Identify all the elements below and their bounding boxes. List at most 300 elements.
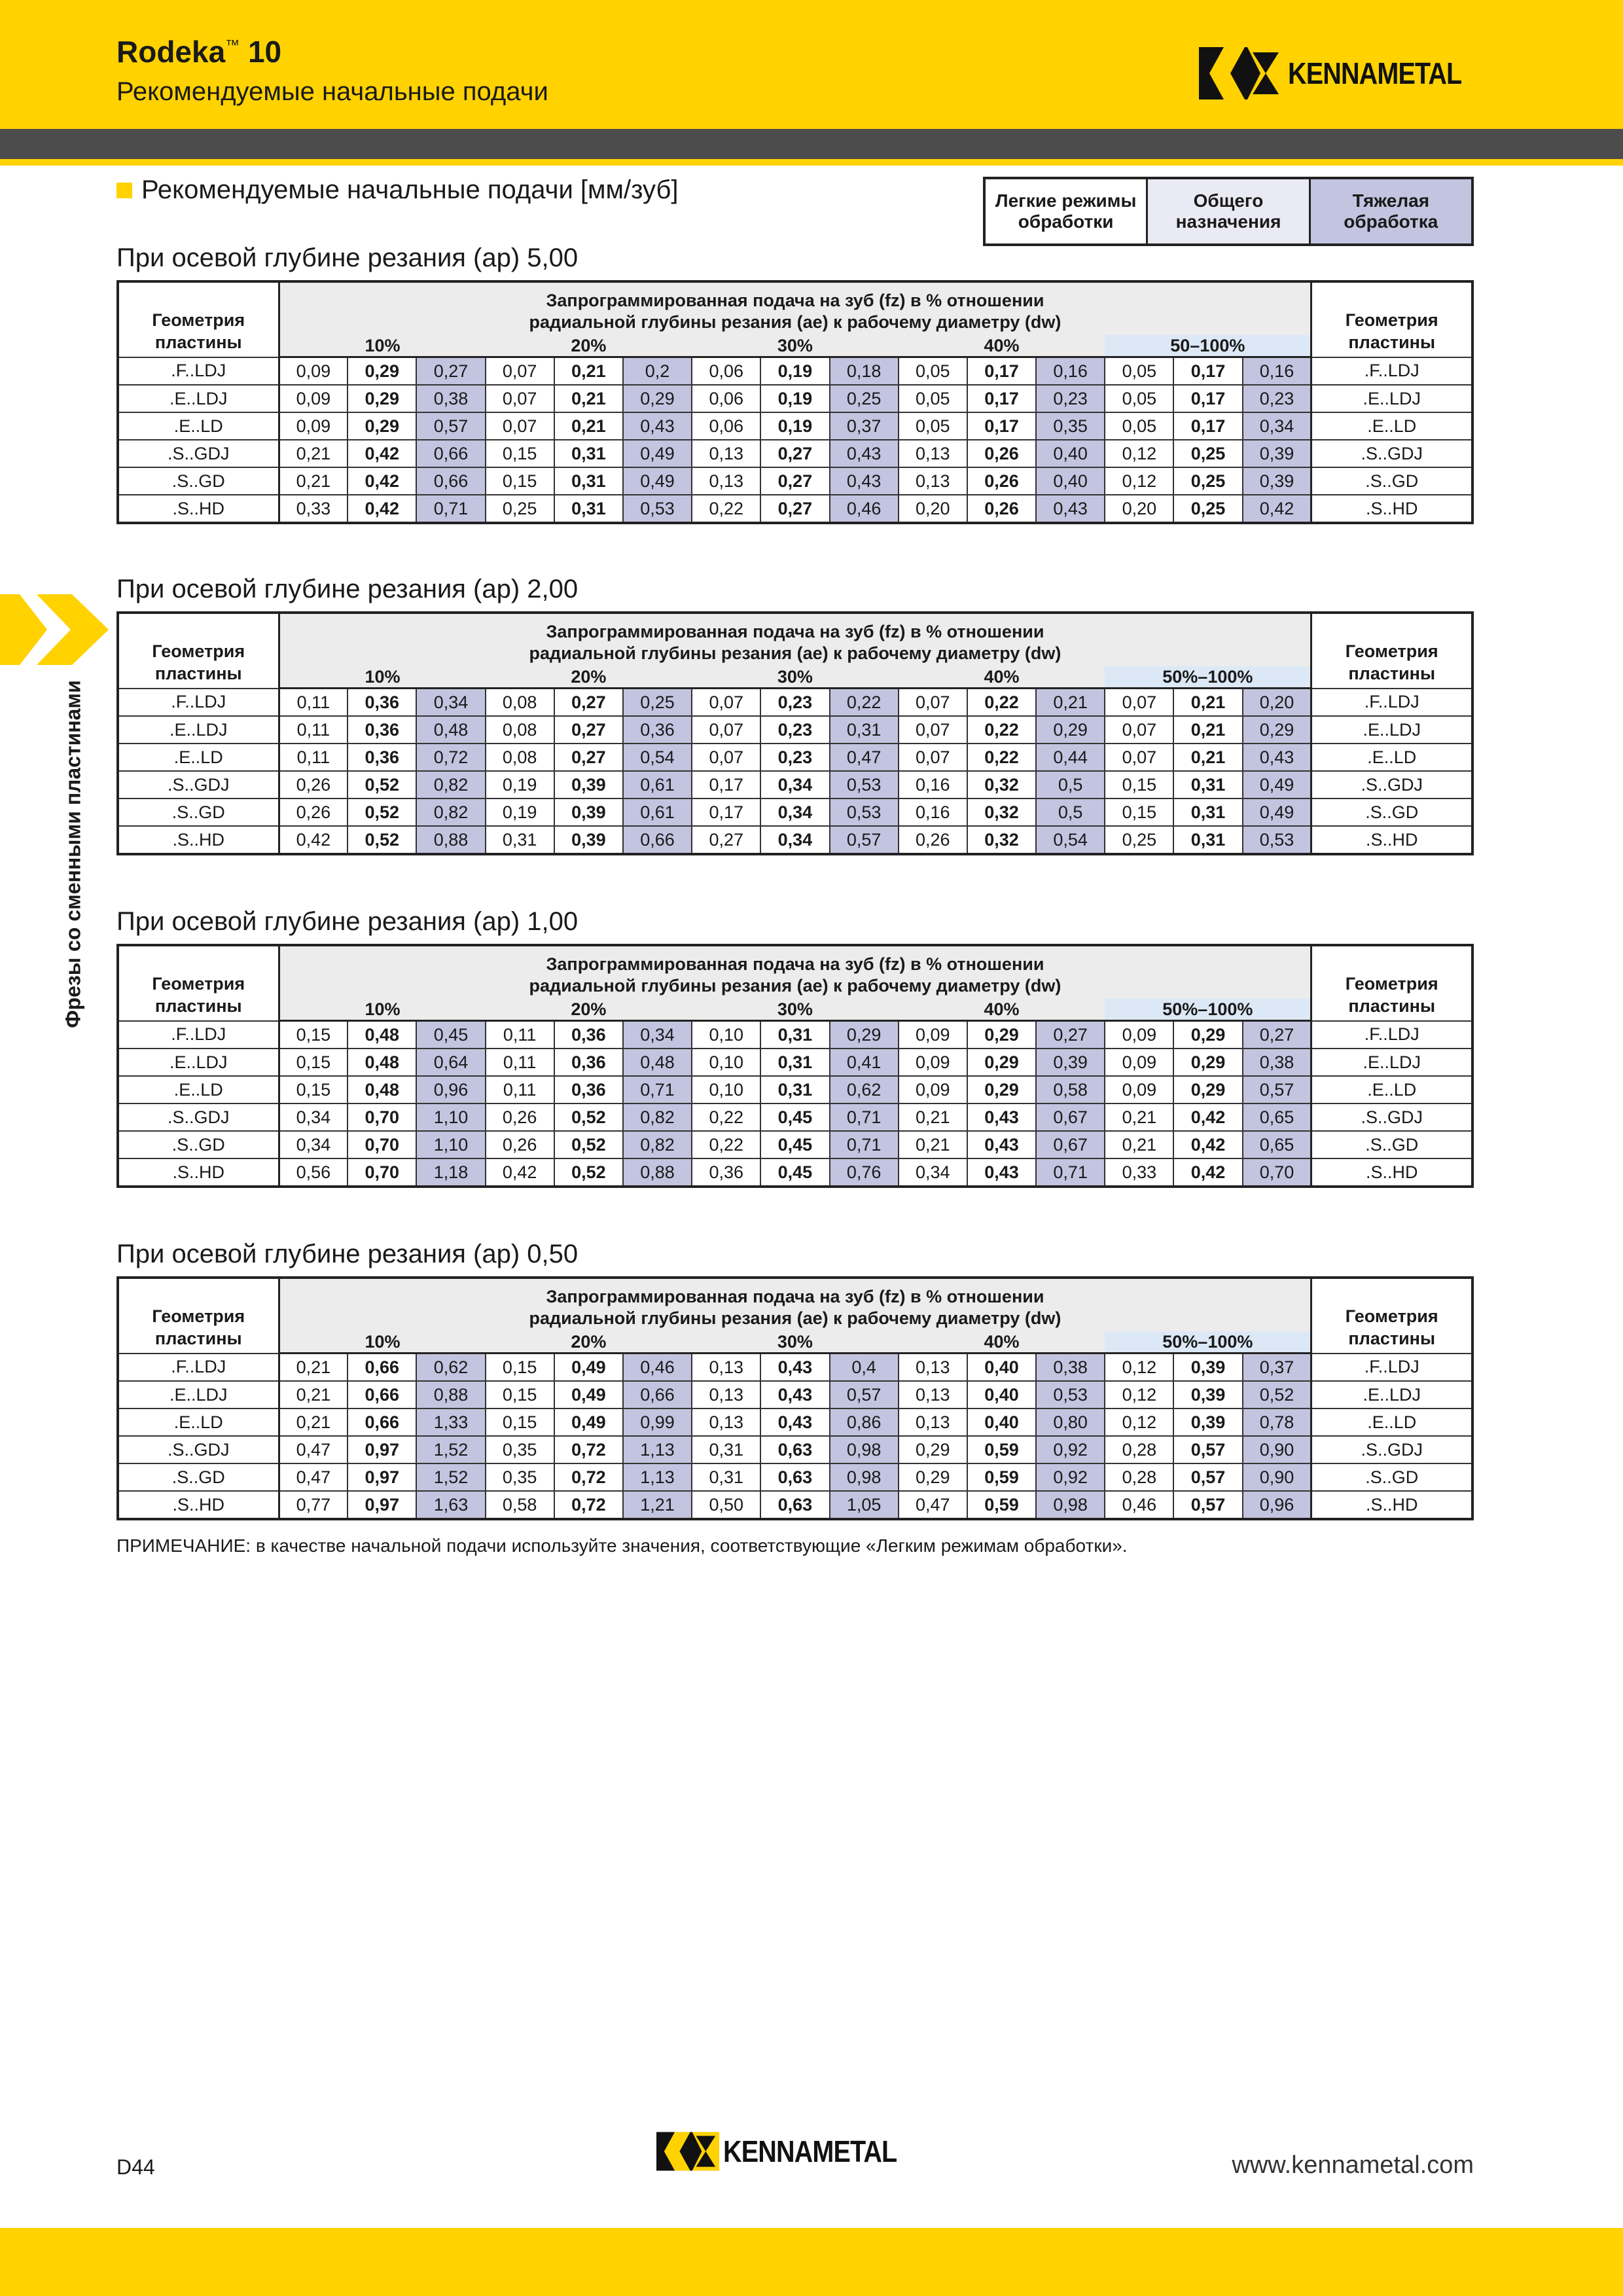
feed-light-cell: 0,16 (899, 771, 967, 798)
table-row (118, 744, 1472, 771)
feed-heavy-cell: 0,45 (416, 1021, 485, 1049)
feed-general-cell: 0,43 (967, 1103, 1036, 1131)
feed-general-cell: 0,57 (1173, 1463, 1242, 1491)
feed-light-cell: 0,10 (692, 1021, 760, 1049)
feed-general-cell: 0,19 (760, 385, 829, 412)
feed-light-cell: 0,11 (486, 1076, 554, 1103)
feed-heavy-cell: 0,49 (623, 467, 692, 495)
feed-heavy-cell: 0,43 (830, 467, 899, 495)
feed-header-title (279, 281, 1311, 335)
feed-heavy-cell: 0,43 (623, 412, 692, 440)
ae-percent-header: 20% (486, 335, 692, 357)
feed-header-title (279, 945, 1311, 999)
geometry-header-left: Геометрия пластины (118, 281, 279, 357)
feed-heavy-cell: 0,88 (416, 1381, 485, 1408)
feed-header-line2: радиальной глубины резания (ae) к рабочему диаметру (dw) (529, 1308, 1061, 1329)
feed-light-cell: 0,21 (279, 467, 348, 495)
feed-light-cell: 0,11 (486, 1021, 554, 1049)
feed-general-cell: 0,27 (760, 440, 829, 467)
feed-general-cell: 0,52 (554, 1158, 623, 1187)
geometry-cell: .E..LD (118, 1076, 279, 1103)
feed-general-cell: 0,57 (1173, 1436, 1242, 1463)
feed-heavy-cell: 1,13 (623, 1436, 692, 1463)
feed-general-cell: 0,45 (760, 1131, 829, 1158)
feed-heavy-cell: 0,82 (623, 1131, 692, 1158)
feed-table (116, 944, 1474, 1188)
feed-heavy-cell: 0,2 (623, 357, 692, 386)
feed-light-cell: 0,42 (279, 826, 348, 854)
feed-heavy-cell: 0,71 (623, 1076, 692, 1103)
feed-heavy-cell: 0,46 (623, 1354, 692, 1382)
feed-light-cell: 0,13 (692, 467, 760, 495)
website-link[interactable]: www.kennametal.com (1232, 2151, 1474, 2179)
feed-general-cell: 0,72 (554, 1491, 623, 1519)
ae-percent-header: 10% (279, 335, 486, 357)
feed-heavy-cell: 0,43 (830, 440, 899, 467)
feed-heavy-cell: 0,66 (416, 467, 485, 495)
feed-light-cell: 0,07 (486, 357, 554, 386)
feed-light-cell: 0,15 (279, 1021, 348, 1049)
feed-light-cell: 0,07 (899, 744, 967, 771)
geometry-cell: .F..LDJ (118, 689, 279, 717)
feed-general-cell: 0,97 (348, 1491, 416, 1519)
feed-heavy-cell: 0,57 (1243, 1076, 1311, 1103)
feed-heavy-cell: 0,57 (830, 826, 899, 854)
ae-percent-header: 30% (692, 666, 899, 689)
feed-table (116, 1276, 1474, 1520)
feed-general-cell: 0,23 (760, 689, 829, 717)
feed-light-cell: 0,09 (279, 412, 348, 440)
feed-heavy-cell: 0,29 (1243, 716, 1311, 744)
table-row (118, 467, 1472, 495)
header-band (0, 0, 1623, 129)
feed-heavy-cell: 0,96 (416, 1076, 485, 1103)
feed-heavy-cell: 0,70 (1243, 1158, 1311, 1187)
feed-general-cell: 0,22 (967, 689, 1036, 717)
geometry-cell: .S..HD (118, 1158, 279, 1187)
feed-heavy-cell: 0,5 (1036, 771, 1105, 798)
footer-kennametal-k-icon (656, 2126, 719, 2177)
feed-heavy-cell: 0,44 (1036, 744, 1105, 771)
feed-general-cell: 0,48 (348, 1049, 416, 1076)
feed-general-cell: 0,49 (554, 1381, 623, 1408)
feed-heavy-cell: 0,53 (830, 798, 899, 826)
feed-light-cell: 0,11 (279, 744, 348, 771)
feed-general-cell: 0,48 (348, 1021, 416, 1049)
feed-general-cell: 0,42 (348, 467, 416, 495)
feed-general-cell: 0,19 (760, 357, 829, 386)
feed-general-cell: 0,43 (760, 1408, 829, 1436)
ae-percent-header: 10% (279, 666, 486, 689)
feed-heavy-cell: 0,39 (1243, 440, 1311, 467)
feed-heavy-cell: 0,92 (1036, 1436, 1105, 1463)
feed-heavy-cell: 0,61 (623, 798, 692, 826)
feed-general-cell: 0,43 (760, 1381, 829, 1408)
feed-general-cell: 0,17 (1173, 412, 1242, 440)
kennametal-logo (1199, 47, 1490, 99)
feed-heavy-cell: 0,25 (830, 385, 899, 412)
table-row (118, 1354, 1472, 1382)
geometry-cell: .E..LDJ (1311, 385, 1472, 412)
table-row (118, 1158, 1472, 1187)
feed-heavy-cell: 0,71 (830, 1103, 899, 1131)
footer-kennametal-logo (656, 2126, 925, 2177)
feed-header-title (279, 613, 1311, 666)
table-row (118, 798, 1472, 826)
feed-general-cell: 0,31 (760, 1021, 829, 1049)
section-title: Рекомендуемые начальные подачи [мм/зуб] (116, 175, 679, 205)
feed-header-line1: Запрограммированная подача на зуб (fz) в % отношении (546, 290, 1044, 310)
table-row (118, 495, 1472, 523)
feed-light-cell: 0,09 (1105, 1076, 1173, 1103)
feed-header-line2: радиальной глубины резания (ae) к рабочему диаметру (dw) (529, 976, 1061, 996)
geometry-cell: .S..GDJ (118, 1436, 279, 1463)
feed-general-cell: 0,43 (967, 1131, 1036, 1158)
geometry-cell: .S..GDJ (118, 1103, 279, 1131)
feed-heavy-cell: 0,43 (1036, 495, 1105, 523)
feed-table (116, 611, 1474, 855)
feed-light-cell: 0,07 (1105, 689, 1173, 717)
feed-general-cell: 0,43 (760, 1354, 829, 1382)
feed-heavy-cell: 0,88 (623, 1158, 692, 1187)
feed-heavy-cell: 0,27 (1243, 1021, 1311, 1049)
feed-heavy-cell: 0,37 (1243, 1354, 1311, 1382)
feed-light-cell: 0,21 (279, 440, 348, 467)
feed-general-cell: 0,70 (348, 1158, 416, 1187)
feed-heavy-cell: 0,61 (623, 771, 692, 798)
feed-light-cell: 0,29 (899, 1436, 967, 1463)
ae-percent-header: 40% (899, 1331, 1105, 1354)
table-row (118, 1463, 1472, 1491)
kennametal-k-icon (1199, 47, 1284, 99)
feed-heavy-cell: 0,66 (623, 826, 692, 854)
geometry-cell: .S..HD (1311, 826, 1472, 854)
feed-light-cell: 0,07 (692, 716, 760, 744)
feed-light-cell: 0,34 (279, 1131, 348, 1158)
feed-light-cell: 0,27 (692, 826, 760, 854)
feed-light-cell: 0,08 (486, 744, 554, 771)
feed-general-cell: 0,52 (348, 826, 416, 854)
feed-heavy-cell: 1,52 (416, 1436, 485, 1463)
feed-general-cell: 0,21 (554, 412, 623, 440)
feed-light-cell: 0,09 (279, 385, 348, 412)
feed-general-cell: 0,36 (348, 689, 416, 717)
ae-percent-header: 20% (486, 999, 692, 1021)
geometry-cell: .S..GD (118, 467, 279, 495)
feed-heavy-cell: 0,49 (1243, 771, 1311, 798)
geometry-cell: .S..GDJ (1311, 1436, 1472, 1463)
feed-heavy-cell: 1,18 (416, 1158, 485, 1187)
feed-heavy-cell: 0,40 (1036, 467, 1105, 495)
feed-light-cell: 0,05 (1105, 357, 1173, 386)
footnote: ПРИМЕЧАНИЕ: в качестве начальной подачи используйте значения, соответствующие «Легким режимам обработки». (116, 1535, 1128, 1556)
feed-light-cell: 0,13 (692, 1381, 760, 1408)
feed-light-cell: 0,05 (1105, 412, 1173, 440)
ae-percent-header: 50%–100% (1105, 999, 1311, 1021)
feed-general-cell: 0,22 (967, 744, 1036, 771)
geometry-cell: .S..GDJ (118, 771, 279, 798)
geometry-cell: .E..LDJ (118, 1381, 279, 1408)
feed-light-cell: 0,08 (486, 716, 554, 744)
feed-heavy-cell: 0,62 (830, 1076, 899, 1103)
feed-light-cell: 0,13 (899, 1354, 967, 1382)
feed-heavy-cell: 0,34 (1243, 412, 1311, 440)
feed-general-cell: 0,21 (554, 385, 623, 412)
feed-heavy-cell: 1,05 (830, 1491, 899, 1519)
feed-light-cell: 0,21 (1105, 1103, 1173, 1131)
table-row (118, 771, 1472, 798)
feed-general-cell: 0,29 (348, 357, 416, 386)
feed-heavy-cell: 0,36 (623, 716, 692, 744)
feed-general-cell: 0,19 (760, 412, 829, 440)
feed-light-cell: 0,05 (899, 385, 967, 412)
feed-general-cell: 0,32 (967, 798, 1036, 826)
geometry-header-right: Геометрия пластины (1311, 613, 1472, 689)
feed-light-cell: 0,09 (899, 1076, 967, 1103)
feed-heavy-cell: 0,35 (1036, 412, 1105, 440)
feed-general-cell: 0,49 (554, 1408, 623, 1436)
feed-light-cell: 0,21 (899, 1103, 967, 1131)
feed-general-cell: 0,40 (967, 1381, 1036, 1408)
geometry-cell: .F..LDJ (118, 357, 279, 386)
feed-heavy-cell: 0,42 (1243, 495, 1311, 523)
feed-light-cell: 0,15 (1105, 798, 1173, 826)
feed-light-cell: 0,15 (1105, 771, 1173, 798)
ae-percent-header: 50%–100% (1105, 666, 1311, 689)
geometry-header-right: Геометрия пластины (1311, 945, 1472, 1021)
feed-general-cell: 0,27 (760, 467, 829, 495)
geometry-header-right: Геометрия пластины (1311, 281, 1472, 357)
geometry-cell: .F..LDJ (1311, 1021, 1472, 1049)
footer-band (0, 2228, 1623, 2296)
feed-light-cell: 0,36 (692, 1158, 760, 1187)
feed-header-title (279, 1278, 1311, 1331)
feed-general-cell: 0,27 (554, 716, 623, 744)
feed-heavy-cell: 0,39 (1243, 467, 1311, 495)
feed-heavy-cell: 0,27 (416, 357, 485, 386)
feed-general-cell: 0,63 (760, 1436, 829, 1463)
feed-heavy-cell: 0,49 (1243, 798, 1311, 826)
feed-heavy-cell: 0,4 (830, 1354, 899, 1382)
feed-general-cell: 0,31 (554, 467, 623, 495)
feed-general-cell: 0,25 (1173, 467, 1242, 495)
feed-heavy-cell: 0,78 (1243, 1408, 1311, 1436)
feed-light-cell: 0,12 (1105, 440, 1173, 467)
feed-heavy-cell: 0,23 (1243, 385, 1311, 412)
feed-light-cell: 0,06 (692, 385, 760, 412)
feed-general-cell: 0,40 (967, 1408, 1036, 1436)
feed-general-cell: 0,34 (760, 826, 829, 854)
geometry-cell: .E..LD (1311, 412, 1472, 440)
feed-header-line1: Запрограммированная подача на зуб (fz) в % отношении (546, 954, 1044, 974)
page-number: D44 (116, 2155, 155, 2179)
feed-general-cell: 0,36 (348, 744, 416, 771)
ae-percent-header: 40% (899, 335, 1105, 357)
feed-general-cell: 0,39 (554, 798, 623, 826)
feed-heavy-cell: 1,13 (623, 1463, 692, 1491)
feed-heavy-cell: 0,98 (830, 1463, 899, 1491)
geometry-cell: .F..LDJ (118, 1021, 279, 1049)
geometry-cell: .S..GD (118, 798, 279, 826)
feed-heavy-cell: 0,34 (623, 1021, 692, 1049)
feed-light-cell: 0,13 (899, 1381, 967, 1408)
feed-heavy-cell: 0,48 (623, 1049, 692, 1076)
feed-light-cell: 0,35 (486, 1436, 554, 1463)
geometry-cell: .E..LDJ (118, 1049, 279, 1076)
table-row (118, 385, 1472, 412)
geometry-header-left: Геометрия пластины (118, 1278, 279, 1354)
feed-light-cell: 0,50 (692, 1491, 760, 1519)
feed-heavy-cell: 0,71 (1036, 1158, 1105, 1187)
feed-light-cell: 0,15 (279, 1076, 348, 1103)
feed-heavy-cell: 0,53 (1036, 1381, 1105, 1408)
feed-light-cell: 0,13 (899, 467, 967, 495)
geometry-cell: .S..GD (1311, 1131, 1472, 1158)
feed-heavy-cell: 0,29 (623, 385, 692, 412)
feed-heavy-cell: 0,21 (1036, 689, 1105, 717)
geometry-cell: .S..HD (1311, 1491, 1472, 1519)
feed-general-cell: 0,29 (1173, 1021, 1242, 1049)
feed-general-cell: 0,17 (967, 385, 1036, 412)
feed-heavy-cell: 1,10 (416, 1131, 485, 1158)
feed-general-cell: 0,31 (760, 1076, 829, 1103)
feed-general-cell: 0,26 (967, 467, 1036, 495)
feed-general-cell: 0,25 (1173, 440, 1242, 467)
geometry-cell: .S..GD (1311, 1463, 1472, 1491)
ae-percent-header: 50–100% (1105, 335, 1311, 357)
feed-light-cell: 0,05 (899, 412, 967, 440)
feed-general-cell: 0,31 (554, 440, 623, 467)
geometry-cell: .F..LDJ (1311, 357, 1472, 386)
ae-percent-header: 20% (486, 1331, 692, 1354)
feed-general-cell: 0,39 (554, 771, 623, 798)
feed-light-cell: 0,15 (486, 1354, 554, 1382)
table-row (118, 1381, 1472, 1408)
feed-heavy-cell: 0,53 (1243, 826, 1311, 854)
table-row (118, 1491, 1472, 1519)
ae-percent-header: 50%–100% (1105, 1331, 1311, 1354)
feed-light-cell: 0,10 (692, 1076, 760, 1103)
feed-heavy-cell: 0,57 (830, 1381, 899, 1408)
feed-general-cell: 0,29 (967, 1021, 1036, 1049)
feed-light-cell: 0,20 (1105, 495, 1173, 523)
header-subtitle: Рекомендуемые начальные подачи (116, 77, 548, 106)
table-row (118, 1103, 1472, 1131)
feed-general-cell: 0,31 (1173, 798, 1242, 826)
header-grey-band (0, 129, 1623, 159)
feed-general-cell: 0,97 (348, 1463, 416, 1491)
feed-general-cell: 0,72 (554, 1436, 623, 1463)
feed-heavy-cell: 0,38 (416, 385, 485, 412)
feed-heavy-cell: 0,76 (830, 1158, 899, 1187)
feed-heavy-cell: 1,52 (416, 1463, 485, 1491)
feed-heavy-cell: 0,66 (416, 440, 485, 467)
feed-heavy-cell: 0,40 (1036, 440, 1105, 467)
feed-heavy-cell: 0,58 (1036, 1076, 1105, 1103)
feed-general-cell: 0,42 (348, 495, 416, 523)
feed-general-cell: 0,34 (760, 798, 829, 826)
feed-general-cell: 0,45 (760, 1103, 829, 1131)
feed-light-cell: 0,16 (899, 798, 967, 826)
feed-light-cell: 0,21 (279, 1381, 348, 1408)
feed-heavy-cell: 0,65 (1243, 1103, 1311, 1131)
geometry-cell: .E..LDJ (1311, 716, 1472, 744)
feed-general-cell: 0,39 (1173, 1354, 1242, 1382)
feed-heavy-cell: 0,54 (623, 744, 692, 771)
feed-light-cell: 0,25 (486, 495, 554, 523)
table-row (118, 1408, 1472, 1436)
feed-general-cell: 0,57 (1173, 1491, 1242, 1519)
feed-light-cell: 0,47 (279, 1463, 348, 1491)
feed-general-cell: 0,36 (554, 1076, 623, 1103)
geometry-cell: .E..LD (1311, 744, 1472, 771)
feed-general-cell: 0,26 (967, 495, 1036, 523)
feed-light-cell: 0,08 (486, 689, 554, 717)
feed-heavy-cell: 0,64 (416, 1049, 485, 1076)
feed-general-cell: 0,42 (1173, 1103, 1242, 1131)
feed-light-cell: 0,31 (486, 826, 554, 854)
table-row (118, 1436, 1472, 1463)
feed-light-cell: 0,47 (899, 1491, 967, 1519)
feed-light-cell: 0,13 (899, 1408, 967, 1436)
feed-general-cell: 0,39 (1173, 1381, 1242, 1408)
feed-light-cell: 0,15 (486, 1381, 554, 1408)
feed-heavy-cell: 0,38 (1243, 1049, 1311, 1076)
geometry-header-left: Геометрия пластины (118, 613, 279, 689)
section-bullet (116, 183, 132, 198)
feed-heavy-cell: 0,99 (623, 1408, 692, 1436)
geometry-cell: .S..GDJ (1311, 771, 1472, 798)
feed-general-cell: 0,36 (554, 1021, 623, 1049)
feed-light-cell: 0,21 (899, 1131, 967, 1158)
feed-light-cell: 0,31 (692, 1463, 760, 1491)
feed-heavy-cell: 0,16 (1243, 357, 1311, 386)
feed-heavy-cell: 0,67 (1036, 1131, 1105, 1158)
feed-light-cell: 0,07 (1105, 744, 1173, 771)
geometry-cell: .S..GD (1311, 467, 1472, 495)
feed-heavy-cell: 0,82 (623, 1103, 692, 1131)
feed-heavy-cell: 0,20 (1243, 689, 1311, 717)
feed-heavy-cell: 1,33 (416, 1408, 485, 1436)
feed-general-cell: 0,52 (554, 1131, 623, 1158)
feed-header-line2: радиальной глубины резания (ae) к рабочему диаметру (dw) (529, 312, 1061, 332)
feed-general-cell: 0,59 (967, 1436, 1036, 1463)
feed-general-cell: 0,66 (348, 1408, 416, 1436)
feed-general-cell: 0,52 (348, 771, 416, 798)
feed-general-cell: 0,31 (554, 495, 623, 523)
geometry-cell: .S..GDJ (118, 440, 279, 467)
feed-general-cell: 0,72 (554, 1463, 623, 1491)
feed-light-cell: 0,13 (692, 440, 760, 467)
footer-logo-wordmark: KENNAMETAL (723, 2134, 897, 2168)
feed-light-cell: 0,19 (486, 771, 554, 798)
feed-heavy-cell: 0,72 (416, 744, 485, 771)
feed-light-cell: 0,15 (486, 467, 554, 495)
feed-general-cell: 0,34 (760, 771, 829, 798)
feed-heavy-cell: 0,27 (1036, 1021, 1105, 1049)
feed-heavy-cell: 0,22 (830, 689, 899, 717)
feed-general-cell: 0,52 (554, 1103, 623, 1131)
geometry-cell: .S..HD (118, 1491, 279, 1519)
feed-heavy-cell: 0,49 (623, 440, 692, 467)
feed-light-cell: 0,07 (899, 716, 967, 744)
feed-general-cell: 0,66 (348, 1354, 416, 1382)
feed-heavy-cell: 0,96 (1243, 1491, 1311, 1519)
feed-light-cell: 0,09 (899, 1021, 967, 1049)
geometry-header-right: Геометрия пластины (1311, 1278, 1472, 1354)
feed-general-cell: 0,66 (348, 1381, 416, 1408)
mode-legend (983, 177, 1474, 246)
